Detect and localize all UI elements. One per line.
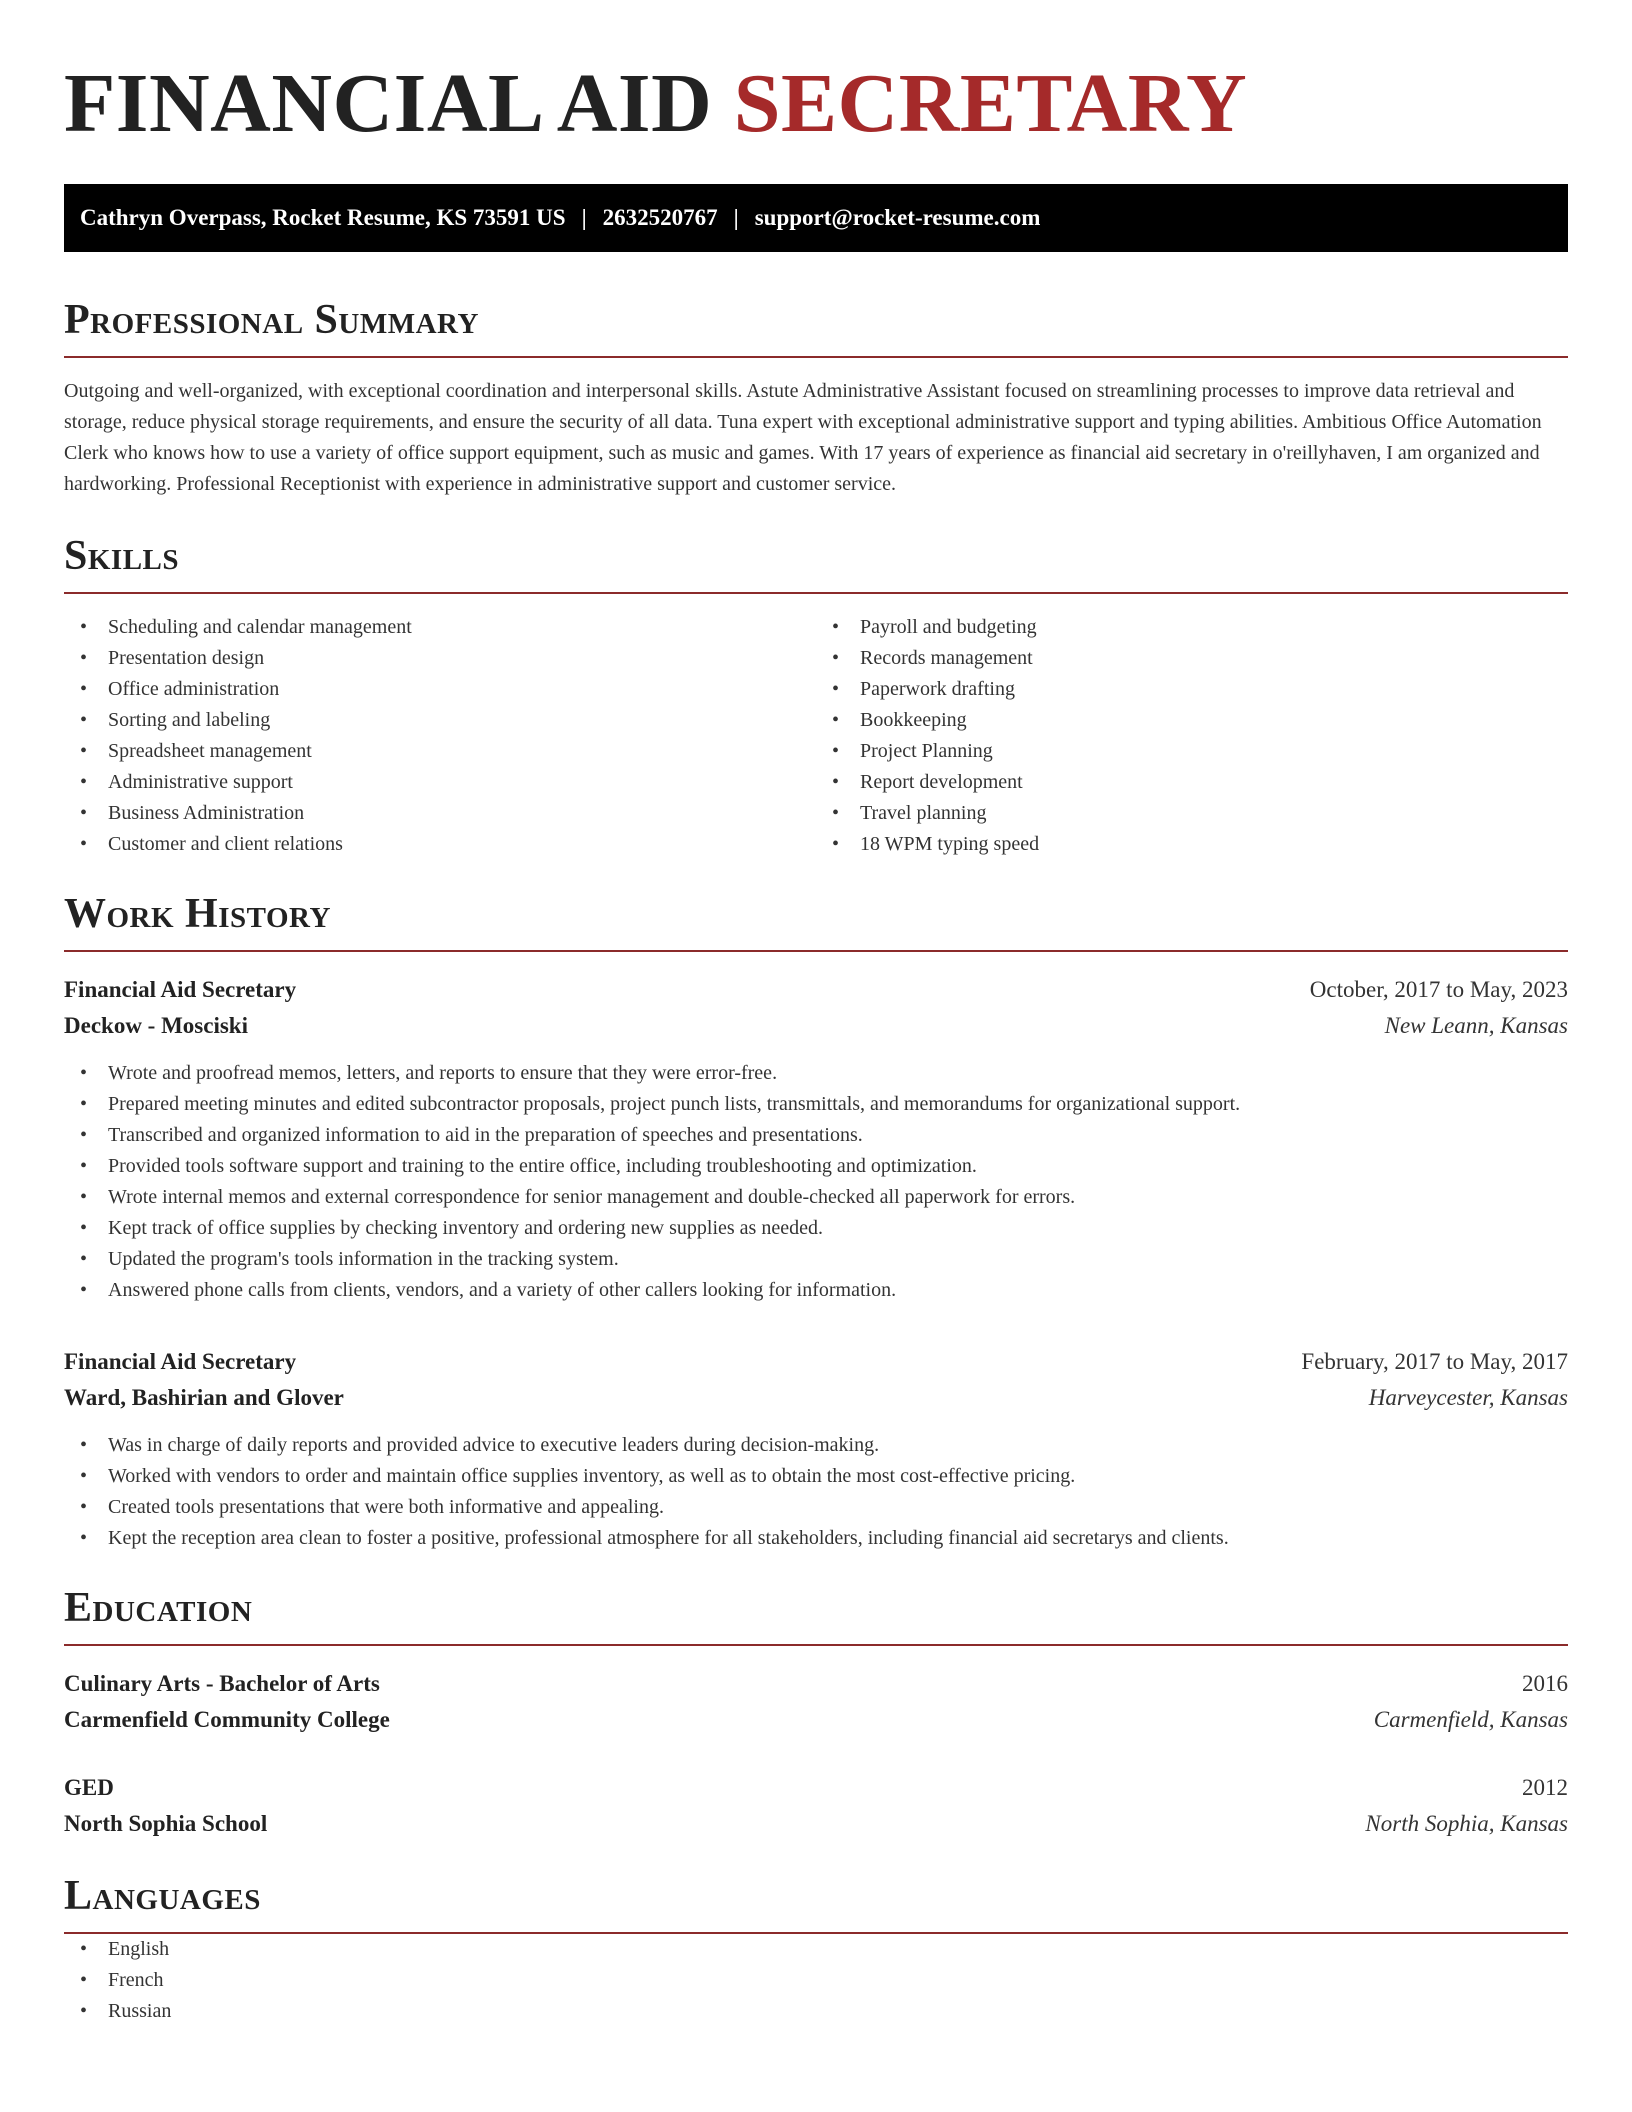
skill-item: • Bookkeeping — [816, 705, 1568, 736]
section-divider — [64, 356, 1568, 358]
skill-item: • Customer and client relations — [64, 829, 816, 860]
job-duty: • Updated the program's tools information in the tracking system. — [64, 1244, 1568, 1275]
job-duty: • Created tools presentations that were both informative and appealing. — [64, 1492, 1568, 1523]
skills-column-left — [64, 612, 816, 860]
contact-address: Cathryn Overpass, Rocket Resume, KS 73591 US — [80, 205, 566, 230]
education-degree-row — [64, 1770, 1568, 1806]
skills-grid — [64, 612, 1568, 860]
skill-item: • 18 WPM typing speed — [816, 829, 1568, 860]
job-duty: • Provided tools software support and training to the entire office, including troubleshooting and optimization. — [64, 1151, 1568, 1182]
job-entry — [64, 1344, 1568, 1554]
education-school-row — [64, 1702, 1568, 1738]
education-degree: GED — [64, 1775, 114, 1800]
section-divider — [64, 1644, 1568, 1646]
job-location: New Leann, Kansas — [1384, 1013, 1568, 1038]
languages-section — [64, 1870, 1568, 2027]
language-item: • English — [64, 1934, 1568, 1965]
job-duties-list — [64, 1058, 1568, 1306]
skill-item: • Sorting and labeling — [64, 705, 816, 736]
resume-title — [64, 56, 1568, 152]
languages-heading: Languages — [64, 1873, 261, 1919]
education-heading: Education — [64, 1585, 253, 1631]
skills-heading: Skills — [64, 533, 180, 579]
summary-heading: Professional Summary — [64, 297, 479, 343]
skill-item: • Office administration — [64, 674, 816, 705]
skill-item: • Payroll and budgeting — [816, 612, 1568, 643]
education-school-row — [64, 1806, 1568, 1842]
skill-item: • Project Planning — [816, 736, 1568, 767]
contact-separator: | — [581, 205, 587, 230]
contact-phone: 2632520767 — [602, 205, 718, 230]
job-company: Ward, Bashirian and Glover — [64, 1385, 344, 1410]
education-location: Carmenfield, Kansas — [1373, 1707, 1568, 1732]
work-heading: Work History — [64, 891, 331, 937]
skill-item: • Presentation design — [64, 643, 816, 674]
skills-section — [64, 530, 1568, 860]
job-duty: • Answered phone calls from clients, vendors, and a variety of other callers looking for information. — [64, 1275, 1568, 1306]
education-section — [64, 1582, 1568, 1842]
education-entry — [64, 1666, 1568, 1738]
contact-email: support@rocket-resume.com — [754, 205, 1041, 230]
education-entry — [64, 1770, 1568, 1842]
education-school: Carmenfield Community College — [64, 1707, 390, 1732]
skill-item: • Records management — [816, 643, 1568, 674]
education-degree: Culinary Arts - Bachelor of Arts — [64, 1671, 380, 1696]
skill-item: • Administrative support — [64, 767, 816, 798]
skills-column-right — [816, 612, 1568, 860]
job-duty: • Worked with vendors to order and maintain office supplies inventory, as well as to obtain the most cost-effective pricing. — [64, 1461, 1568, 1492]
skills-list-left — [64, 612, 816, 860]
skill-item: • Spreadsheet management — [64, 736, 816, 767]
job-company-row — [64, 1008, 1568, 1044]
skill-item: • Paperwork drafting — [816, 674, 1568, 705]
languages-list — [64, 1934, 1568, 2027]
job-company-row — [64, 1380, 1568, 1416]
summary-text: Outgoing and well-organized, with exceptional coordination and interpersonal skills. Astute Administrative Assistant focused on streamlining processes to improve data retrieval and storage, reduce physical storage requirements, and ensure the security of all data. Tuna expert with exceptional administrative support and typing abilities. Ambitious Office Automation Clerk who knows how to use a variety of office support equipment, such as music and games. With 17 years of experience as financial aid secretary in o'reillyhaven, I am organized and hardworking. Professional Receptionist with experience in administrative support and customer service. — [64, 380, 1542, 495]
title-part-2: SECRETARY — [733, 57, 1248, 150]
contact-separator: | — [733, 205, 739, 230]
skill-item: • Scheduling and calendar management — [64, 612, 816, 643]
section-divider — [64, 950, 1568, 952]
job-entry — [64, 972, 1568, 1306]
education-year: 2012 — [1522, 1775, 1568, 1800]
work-section — [64, 888, 1568, 1554]
language-item: • Russian — [64, 1996, 1568, 2027]
job-duty: • Prepared meeting minutes and edited subcontractor proposals, project punch lists, transmittals, and memorandums for organizational support. — [64, 1089, 1568, 1120]
job-title: Financial Aid Secretary — [64, 1349, 297, 1374]
job-company: Deckow - Mosciski — [64, 1013, 248, 1038]
skill-item: • Business Administration — [64, 798, 816, 829]
job-duty: • Wrote and proofread memos, letters, and reports to ensure that they were error-free. — [64, 1058, 1568, 1089]
job-duty: • Wrote internal memos and external correspondence for senior management and double-checked all paperwork for errors. — [64, 1182, 1568, 1213]
job-header-row — [64, 1344, 1568, 1380]
education-year: 2016 — [1522, 1671, 1568, 1696]
education-school: North Sophia School — [64, 1811, 268, 1836]
job-duty: • Was in charge of daily reports and provided advice to executive leaders during decision-making. — [64, 1430, 1568, 1461]
job-duty: • Kept the reception area clean to foster a positive, professional atmosphere for all stakeholders, including financial aid secretarys and clients. — [64, 1523, 1568, 1554]
summary-section — [64, 294, 1568, 500]
title-part-1: FINANCIAL AID — [64, 57, 713, 150]
skills-list-right — [816, 612, 1568, 860]
job-title: Financial Aid Secretary — [64, 977, 297, 1002]
education-degree-row — [64, 1666, 1568, 1702]
job-dates: February, 2017 to May, 2017 — [1301, 1349, 1568, 1374]
job-duty: • Transcribed and organized information to aid in the preparation of speeches and presentations. — [64, 1120, 1568, 1151]
job-dates: October, 2017 to May, 2023 — [1309, 977, 1568, 1002]
job-duty: • Kept track of office supplies by checking inventory and ordering new supplies as needed. — [64, 1213, 1568, 1244]
language-item: • French — [64, 1965, 1568, 1996]
section-divider — [64, 592, 1568, 594]
skill-item: • Travel planning — [816, 798, 1568, 829]
contact-bar — [64, 184, 1568, 252]
job-header-row — [64, 972, 1568, 1008]
job-duties-list — [64, 1430, 1568, 1554]
education-location: North Sophia, Kansas — [1365, 1811, 1568, 1836]
skill-item: • Report development — [816, 767, 1568, 798]
job-location: Harveycester, Kansas — [1368, 1385, 1568, 1410]
